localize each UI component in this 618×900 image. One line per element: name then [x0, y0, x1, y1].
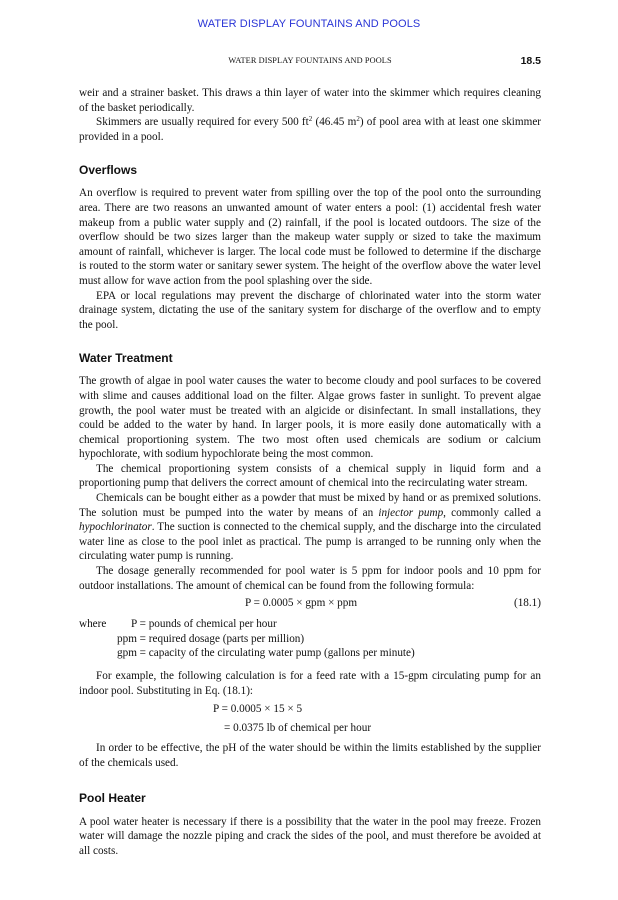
definition-p: P = pounds of chemical per hour: [131, 618, 277, 631]
equation-18-1: [79, 596, 541, 611]
intro-paragraph-1: weir and a strainer basket. This draws a thin layer of water into the skimmer which requires cleaning of the basket periodically.: [79, 87, 541, 114]
intro-paragraph-2: [79, 115, 541, 144]
water-treatment-paragraph-2: The chemical proportioning system consists of a chemical supply in liquid form and a proportioning pump that delivers the correct amount of chemical into the recirculating water stream.: [79, 462, 541, 490]
overflows-paragraph-1: An overflow is required to prevent water from spilling over the top of the pool onto the surrounding area. There are two reasons an unwanted amount of water enters a pool: (1) accidental fresh water makeup from a public water supply and (2) rainfall, if the pool is located outdoors. The size of the overflow should be two sizes larger than the makeup water supply or sized to take the maximum amount of rainfall, whichever is larger. The local code must be followed to determine if the discharge is routed to the storm water or sanitary sewer system. The height of the overflow above the water level must allow for wave action from the pool splashing over the side.: [79, 187, 541, 287]
example-calculation: [79, 702, 541, 736]
banner-title: WATER DISPLAY FOUNTAINS AND POOLS: [197, 18, 421, 30]
calculation-line-2: = 0.0375 lb of chemical per hour: [224, 722, 372, 735]
intro-text-c: ) of pool area with at least one skimmer provided in a pool.: [79, 116, 542, 143]
water-treatment-paragraph-5: For example, the following calculation is for a feed rate with a 15-gpm circulating pump for an indoor pool. Substituting in Eq. (18.1):: [79, 670, 541, 697]
definition-gpm: gpm = capacity of the circulating water pump (gallons per minute): [117, 647, 415, 660]
heading-pool-heater: Pool Heater: [79, 790, 146, 805]
intro-text-a: Skimmers are usually required for every 500 ft: [96, 116, 309, 129]
equation-number: (18.1): [513, 597, 541, 610]
wt-text-c: . The suction is connected to the chemical supply, and the discharge into the circulated water line as close to the pool inlet as practical. The pump is arranged to be running only when the circulating water pump is running.: [79, 521, 541, 563]
running-head: WATER DISPLAY FOUNTAINS AND POOLS: [228, 56, 392, 65]
water-treatment-paragraph-1: The growth of algae in pool water causes the water to become cloudy and pool surfaces to be covered with slime and causes additional load on the filter. Algae grows faster in sunlight. To prevent algae growth, the pool water must be treated with an algicide or disinfectant. In small installations, they could be added to the water by hand. In larger pools, it is more easily done automatically with a chemical proportioning system. The two most often used chemicals are sodium or calcium hypochlorate, with sodium hypochlorate being the most common.: [79, 375, 541, 461]
water-treatment-paragraph-6: In order to be effective, the pH of the water should be within the limits established by the supplier of the chemicals used.: [79, 742, 541, 769]
term-hypochlorinator: hypochlorinator: [79, 521, 152, 534]
heading-water-treatment: Water Treatment: [79, 351, 173, 366]
overflows-paragraph-2: EPA or local regulations may prevent the discharge of chlorinated water into the storm water drainage system, dictating the use of the sanitary system for discharge of the overflow and to empty the pool.: [79, 289, 541, 331]
term-injector-pump: injector pump: [378, 506, 444, 519]
page-header: [79, 55, 541, 69]
wt-text-b: , commonly called a: [443, 506, 541, 519]
calculation-line-1: P = 0.0005 × 15 × 5: [213, 703, 303, 716]
variable-definitions: [79, 617, 541, 661]
superscript: 2: [356, 115, 360, 124]
page-body: [79, 86, 541, 858]
intro-text-b: (46.45 m: [312, 116, 357, 129]
wt-text-a: Chemicals can be bought either as a powder that must be mixed by hand or as premixed solutions. The solution must be pumped into the water by means of an: [79, 492, 541, 519]
water-treatment-paragraph-4: The dosage generally recommended for pool water is 5 ppm for indoor pools and 10 ppm for outdoor installations. The amount of chemical can be found from the following formula:: [79, 565, 541, 592]
page-number: 18.5: [520, 55, 541, 67]
where-label: where: [79, 618, 107, 631]
equation-expression: P = 0.0005 × gpm × ppm: [245, 597, 358, 610]
pool-heater-paragraph-1: A pool water heater is necessary if there is a possibility that the water in the pool may freeze. Frozen water will damage the nozzle piping and crack the sides of the pool, and must therefore be avoided at all costs.: [79, 815, 541, 857]
definition-ppm: ppm = required dosage (parts per million): [117, 632, 305, 645]
water-treatment-paragraph-3: [79, 491, 541, 564]
heading-overflows: Overflows: [79, 163, 138, 178]
superscript: 2: [308, 115, 313, 124]
